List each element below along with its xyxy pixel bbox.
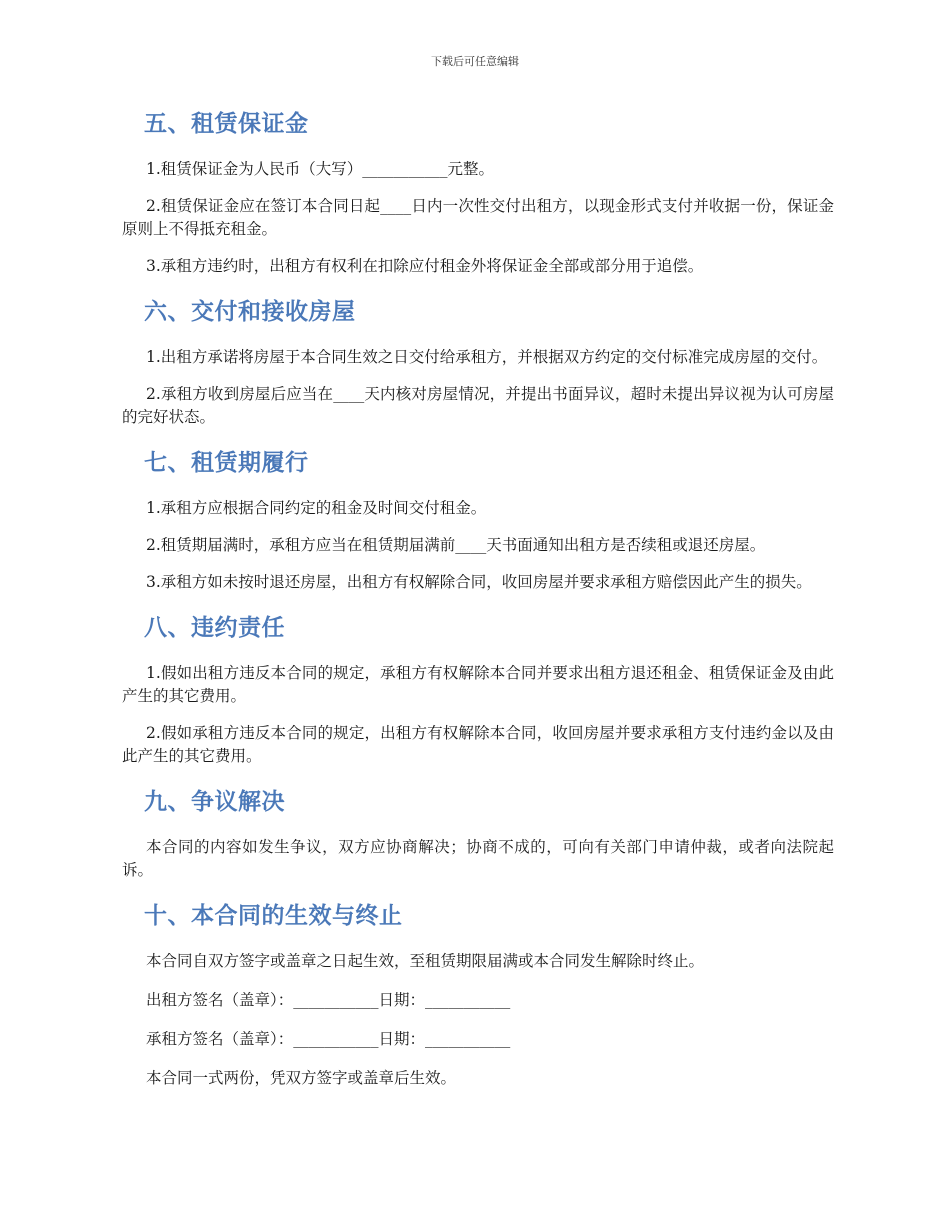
section-title: 十、本合同的生效与终止: [144, 903, 403, 929]
page-header: 下载后可任意编辑: [431, 55, 519, 68]
paragraph: 3.承租方如未按时退还房屋，出租方有权解除合同，收回房屋并要求承租方赔偿因此产生的损失。: [146, 573, 812, 591]
paragraph: 1.出租方承诺将房屋于本合同生效之日交付给承租方，并根据双方约定的交付标准完成房屋的交付。: [146, 348, 828, 366]
paragraph: 1.承租方应根据合同约定的租金及时间交付租金。: [146, 499, 487, 517]
paragraph: 本合同的内容如发生争议，双方应协商解决；协商不成的，可向有关部门申请仲裁，或者向法院起诉。: [122, 838, 834, 879]
section-title: 六、交付和接收房屋: [144, 299, 356, 325]
paragraph: 2.假如承租方违反本合同的规定，出租方有权解除本合同，收回房屋并要求承租方支付违约金以及由此产生的其它费用。: [122, 724, 834, 765]
section-deposit: [122, 104, 834, 278]
document-body: [122, 104, 834, 1106]
section-title: 九、争议解决: [144, 789, 285, 815]
lessee-signature-line: 承租方签名（盖章）：___________日期：___________: [146, 1030, 511, 1048]
paragraph: 3.承租方违约时，出租方有权利在扣除应付租金外将保证金全部或部分用于追偿。: [146, 257, 704, 275]
section-effect-termination: [122, 896, 834, 1090]
section-title: 七、租赁期履行: [144, 450, 309, 476]
paragraph: 2.租赁期届满时，承租方应当在租赁期届满前____天书面通知出租方是否续租或退还房屋。: [146, 536, 766, 554]
paragraph: 本合同一式两份，凭双方签字或盖章后生效。: [146, 1069, 457, 1087]
paragraph: 本合同自双方签字或盖章之日起生效，至租赁期限届满或本合同发生解除时终止。: [146, 952, 705, 970]
section-title: 五、租赁保证金: [144, 111, 309, 137]
section-dispute: [122, 782, 834, 882]
section-title: 八、违约责任: [144, 615, 285, 641]
section-handover: [122, 292, 834, 429]
section-lease-performance: [122, 443, 834, 594]
paragraph: 1.租赁保证金为人民币（大写）___________元整。: [146, 160, 495, 178]
paragraph: 2.租赁保证金应在签订本合同日起____日内一次性交付出租方，以现金形式支付并收据一份，保证金原则上不得抵充租金。: [122, 197, 834, 238]
section-breach: [122, 608, 834, 768]
lessor-signature-line: 出租方签名（盖章）：___________日期：___________: [146, 991, 511, 1009]
paragraph: 1.假如出租方违反本合同的规定，承租方有权解除本合同并要求出租方退还租金、租赁保证金及由此产生的其它费用。: [122, 664, 834, 705]
paragraph: 2.承租方收到房屋后应当在____天内核对房屋情况，并提出书面异议，超时未提出异议视为认可房屋的完好状态。: [122, 385, 834, 426]
